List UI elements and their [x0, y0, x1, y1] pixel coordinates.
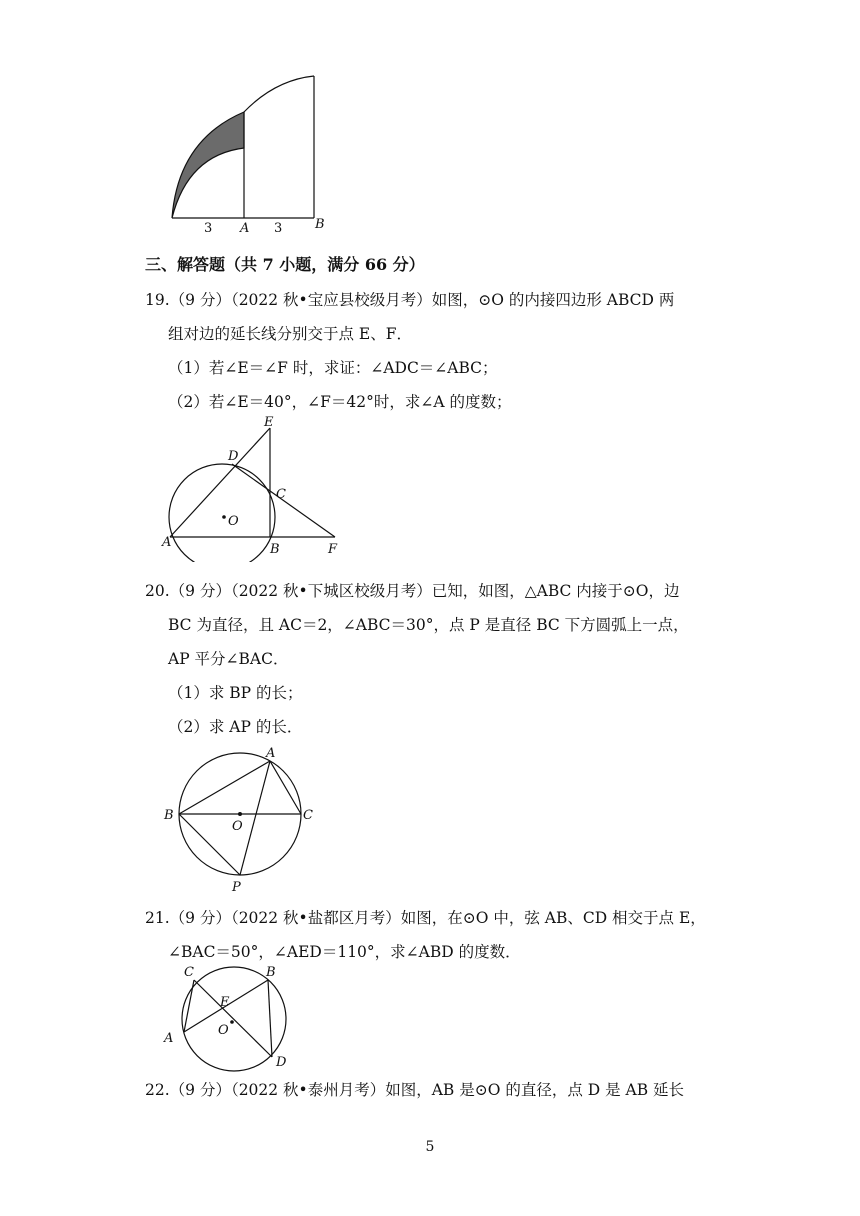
q20-label-a: A: [266, 746, 276, 761]
point-label-b: B: [315, 217, 325, 232]
q19-part2: （2）若∠E＝40°，∠F＝42°时，求∠A 的度数；: [168, 393, 512, 411]
q21-circle-figure: [158, 962, 308, 1072]
q19-label-a: A: [162, 535, 172, 550]
length-label-right: 3: [274, 221, 283, 236]
q20-text-line1: 20.（9 分）（2022 秋•下城区校级月考）已知，如图，△ABC 内接于⊙O，边: [145, 582, 680, 600]
q20-circle-figure: [160, 745, 330, 895]
q22-text-line1: 22.（9 分）（2022 秋•泰州月考）如图，AB 是⊙O 的直径，点 D 是 AB 延长: [145, 1081, 685, 1099]
q21-text-line2: ∠BAC＝50°，∠AED＝110°，求∠ABD 的度数．: [168, 943, 521, 961]
q21-label-a: A: [164, 1031, 174, 1046]
q19-text-line2: 组对边的延长线分别交于点 E、F．: [168, 325, 412, 343]
q19-text-line1: 19.（9 分）（2022 秋•宝应县校级月考）如图，⊙O 的内接四边形 ABCD 两: [145, 291, 675, 309]
q20-label-o: O: [232, 819, 243, 834]
q21-text-line1: 21.（9 分）（2022 秋•盐都区月考）如图，在⊙O 中，弦 AB、CD 相交于点 E，: [145, 909, 706, 927]
page-number: 5: [425, 1139, 435, 1155]
q20-label-b: B: [164, 808, 174, 823]
q19-label-b: B: [270, 542, 280, 557]
section-title: 三、解答题（共 7 小题，满分 66 分）: [145, 255, 425, 274]
q21-label-b: B: [266, 965, 276, 980]
length-label-left: 3: [204, 221, 213, 236]
q19-label-o: O: [228, 514, 239, 529]
q21-label-d: D: [276, 1055, 287, 1070]
q21-label-e: E: [220, 995, 230, 1010]
q19-label-e: E: [264, 415, 274, 430]
q19-label-d: D: [228, 449, 239, 464]
q20-text-line2: BC 为直径，且 AC＝2，∠ABC＝30°，点 P 是直径 BC 下方圆弧上一点，: [168, 616, 689, 634]
q20-text-line3: AP 平分∠BAC．: [168, 650, 289, 668]
q19-label-f: F: [328, 542, 338, 557]
q21-label-c: C: [184, 965, 194, 980]
q21-label-o: O: [218, 1023, 229, 1038]
q20-label-p: P: [232, 880, 241, 895]
shaded-arc-figure: [160, 70, 340, 240]
q20-part2: （2）求 AP 的长．: [168, 718, 303, 736]
q19-circle-figure: [160, 412, 360, 562]
q20-part1: （1）求 BP 的长；: [168, 684, 303, 702]
q19-label-c: C: [276, 487, 286, 502]
q19-part1: （1）若∠E＝∠F 时，求证：∠ADC＝∠ABC；: [168, 359, 498, 377]
point-label-a: A: [240, 221, 250, 236]
q20-label-c: C: [303, 808, 313, 823]
